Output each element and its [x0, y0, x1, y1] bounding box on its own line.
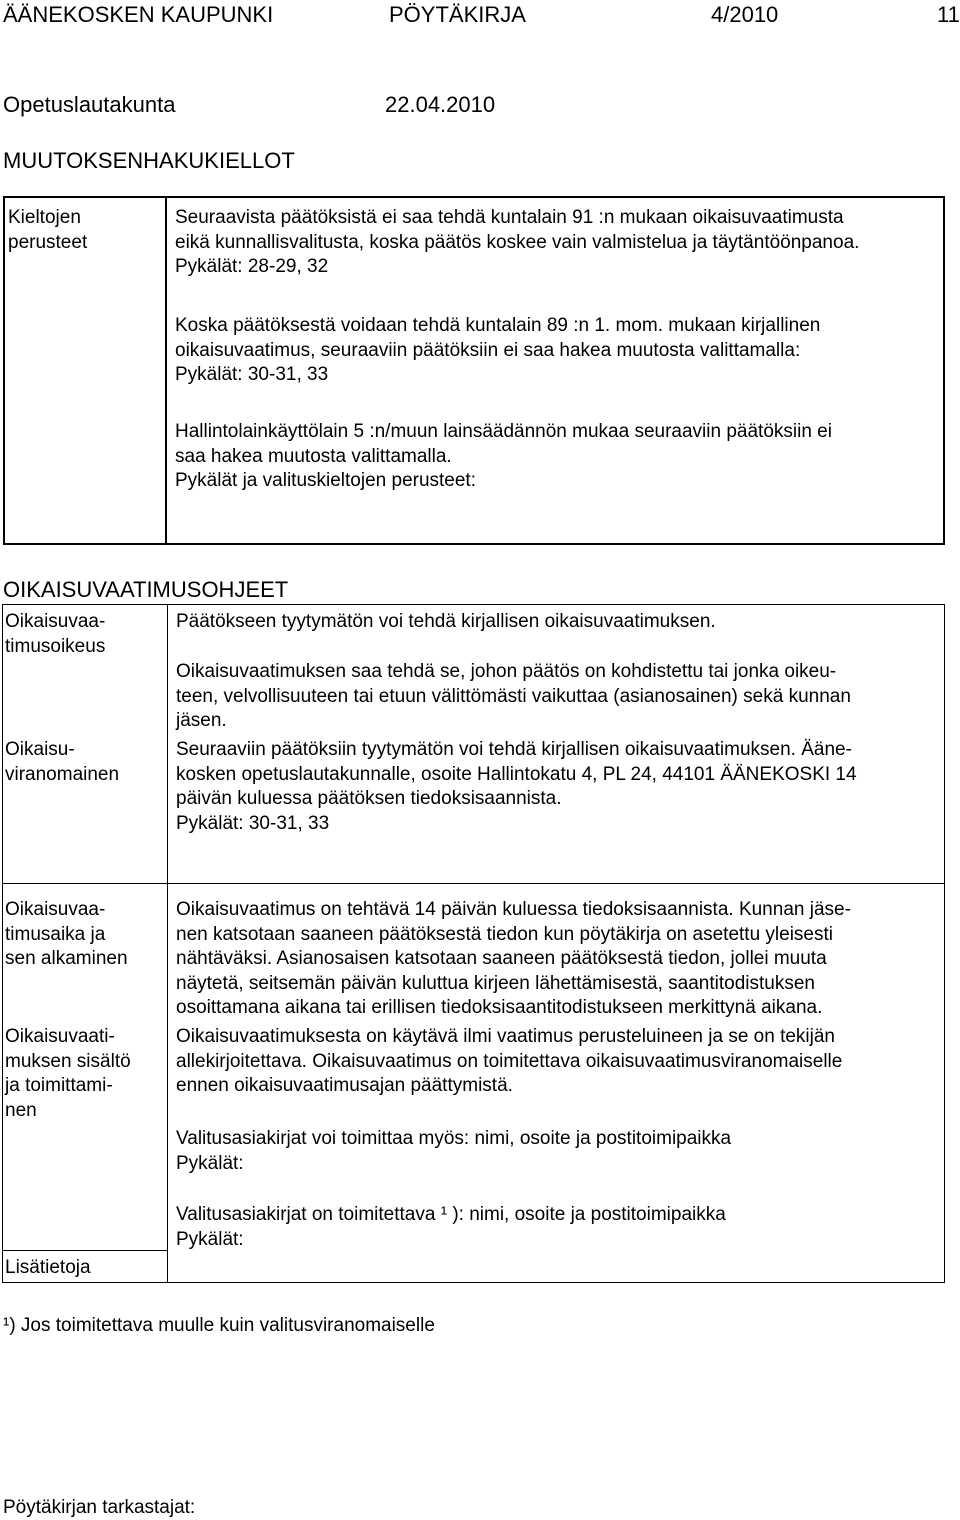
rectification-title: OIKAISUVAATIMUSOHJEET — [3, 577, 289, 602]
rectification-authority-label: Oikaisu- viranomainen — [5, 739, 120, 785]
rectification-authority-text: Seuraaviin päätöksiin tyytymätön voi tehdä kirjallisen oikaisuvaatimuksen. Ääne- kosken opetuslautakunnalle, osoite Hallintokatu 4, PL 24, 44101 ÄÄNEKOSKI 14 päivän kuluessa päätöksen tiedoksisaannista. Pykälät: 30-31, 33 — [176, 738, 857, 836]
rectification-period-label: Oikaisuvaa- timusaika ja sen alkaminen — [5, 899, 128, 969]
document-type: PÖYTÄKIRJA — [389, 2, 526, 27]
appeal-documents-optional: Valitusasiakirjat voi toimittaa myös: nimi, osoite ja postitoimipaikka Pykälät: — [176, 1127, 731, 1176]
rectification-content-text: Oikaisuvaatimuksesta on käytävä ilmi vaatimus perusteluineen ja se on tekijän allekirjoitettava. Oikaisuvaatimus on toimitettava oikaisuvaatimusviranomaiselle ennen oikaisuvaatimusajan päättymistä. — [176, 1026, 843, 1096]
appeal-documents-required-sections: Pykälät: — [176, 1228, 244, 1250]
footnote: ¹) Jos toimitettava muulle kuin valitusviranomaiselle — [3, 1315, 435, 1336]
appeal-ban-paragraph-3: Hallintolainkäyttölain 5 :n/muun lainsäädännön mukaa seuraaviin päätöksiin ei saa hakea muutosta valittamalla. Pykälät ja valituskieltojen perusteet: — [175, 420, 832, 494]
committee-name: Opetuslautakunta — [3, 92, 176, 117]
rectification-period-text: Oikaisuvaatimus on tehtävä 14 päivän kuluessa tiedoksisaannista. Kunnan jäse- nen katsotaan saaneen päätöksestä tiedon kun pöytäkirja on asetettu yleisesti nähtäväksi. Asianosaisen katsotaan saaneen päätöksestä tiedon, jollei muuta näytetä, seitsemän päivän kuluttua kirjeen lähettämisestä, saantitodistuksen osoittamana aikana tai erillisen tiedoksisaantitodistukseen merkittynä aikana. — [176, 899, 851, 1018]
sections-30-33: Pykälät: 30-31, 33 — [175, 364, 329, 385]
appeal-ban-paragraph-2: Koska päätöksestä voidaan tehdä kuntalain 89 :n 1. mom. mukaan kirjallinen oikaisuvaatimus, seuraaviin päätöksiin ei saa hakea muutosta valittamalla: Pykälät: 30-31, 33 — [175, 314, 820, 388]
document-number: 4/2010 — [711, 2, 779, 27]
appeal-ban-title: MUUTOKSENHAKUKIELLOT — [3, 148, 295, 173]
city-name: ÄÄNEKOSKEN KAUPUNKI — [3, 2, 274, 27]
appeal-ban-paragraph-1: Seuraavista päätöksistä ei saa tehdä kuntalain 91 :n mukaan oikaisuvaatimusta eikä kunnallisvalitusta, koska päätös koskee vain valmistelua ja täytäntöönpanoa. Pykälät: 28-29, 32 — [175, 206, 859, 280]
page-number: 11 — [937, 2, 960, 27]
appeal-documents-optional-sections: Pykälät: — [176, 1152, 244, 1174]
right-to-rectification-label: Oikaisuvaa- timusoikeus — [5, 611, 106, 657]
right-to-rectification-text: Päätökseen tyytymätön voi tehdä kirjallisen oikaisuvaatimuksen. — [176, 611, 716, 632]
more-info-label: Lisätietoja — [5, 1257, 91, 1278]
appeal-ban-label: Kieltojen perusteet — [8, 207, 88, 253]
meeting-date: 22.04.2010 — [385, 92, 496, 117]
rectification-content-label: Oikaisuvaati- muksen sisältö ja toimittami- nen — [5, 1026, 131, 1121]
authority-sections: Pykälät: 30-31, 33 — [176, 812, 330, 834]
sections-28-32: Pykälät: 28-29, 32 — [175, 256, 329, 277]
reviewers-label: Pöytäkirjan tarkastajat: — [3, 1497, 196, 1518]
sections-and-grounds: Pykälät ja valituskieltojen perusteet: — [175, 470, 476, 491]
who-can-request-text: Oikaisuvaatimuksen saa tehdä se, johon päätös on kohdistettu tai jonka oikeu- teen, velvollisuuteen tai etuun välittömästi vaikuttaa (asianosainen) sekä kunnan jäsen. — [176, 661, 851, 731]
appeal-documents-required: Valitusasiakirjat on toimitettava ¹ ): nimi, osoite ja postitoimipaikka Pykälät: — [176, 1203, 726, 1252]
